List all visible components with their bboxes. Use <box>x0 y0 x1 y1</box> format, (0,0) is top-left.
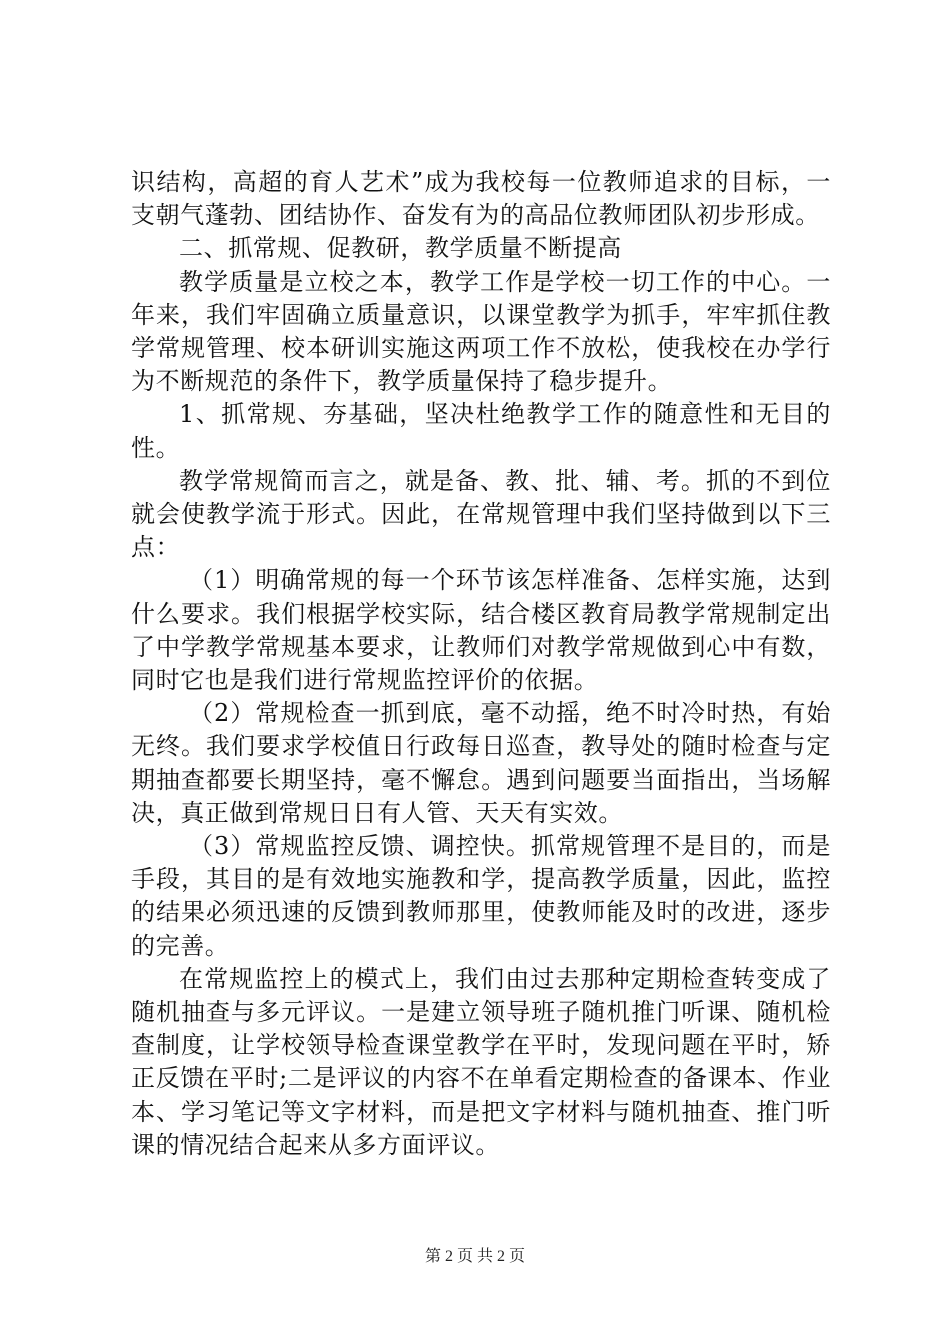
paragraph: 在常规监控上的模式上，我们由过去那种定期检查转变成了随机抽查与多元评议。一是建立领导班子随机推门听课、随机检查制度，让学校领导检查课堂教学在平时，发现问题在平时，矫正反馈在平时;二是评议的内容不在单看定期检查的备课本、作业本、学习笔记等文字材料，而是把文字材料与随机抽查、推门听课的情况结合起来从多方面评议。 <box>131 964 831 1159</box>
section-heading: 二、抓常规、促教研，教学质量不断提高 <box>179 234 622 263</box>
subsection-heading: 1、抓常规、夯基础，坚决杜绝教学工作的随意性和无目的性。 <box>131 400 831 462</box>
paragraph: 教学质量是立校之本，教学工作是学校一切工作的中心。一年来，我们牢固确立质量意识，以课堂教学为抓手，牢牢抓住教学常规管理、校本研训实施这两项工作不放松，使我校在办学行为不断规范的条件下，教学质量保持了稳步提升。 <box>131 267 831 396</box>
paragraph: 教学常规简而言之，就是备、教、批、辅、考。抓的不到位就会使教学流于形式。因此，在常规管理中我们坚持做到以下三点： <box>131 466 831 562</box>
list-item: （2）常规检查一抓到底，毫不动摇，绝不时冷时热，有始无终。我们要求学校值日行政每日巡查，教导处的随时检查与定期抽查都要长期坚持，毫不懈怠。遇到问题要当面指出，当场解决，真正做到常规日日有人管、天天有实效。 <box>131 699 831 827</box>
list-item: （3）常规监控反馈、调控快。抓常规管理不是目的，而是手段，其目的是有效地实施教和学，提高教学质量，因此，监控的结果必须迅速的反馈到教师那里，使教师能及时的改进，逐步的完善。 <box>131 832 831 960</box>
paragraph: 识结构，高超的育人艺术”成为我校每一位教师追求的目标，一支朝气蓬勃、团结协作、奋发有为的高品位教师团队初步形成。 <box>131 168 831 230</box>
document-body <box>131 166 831 1162</box>
list-item: （1）明确常规的每一个环节该怎样准备、怎样实施，达到什么要求。我们根据学校实际，结合楼区教育局教学常规制定出了中学教学常规基本要求，让教师们对教学常规做到心中有数，同时它也是我们进行常规监控评价的依据。 <box>131 566 831 695</box>
page-number-footer: 第 2 页 共 2 页 <box>424 1248 525 1265</box>
